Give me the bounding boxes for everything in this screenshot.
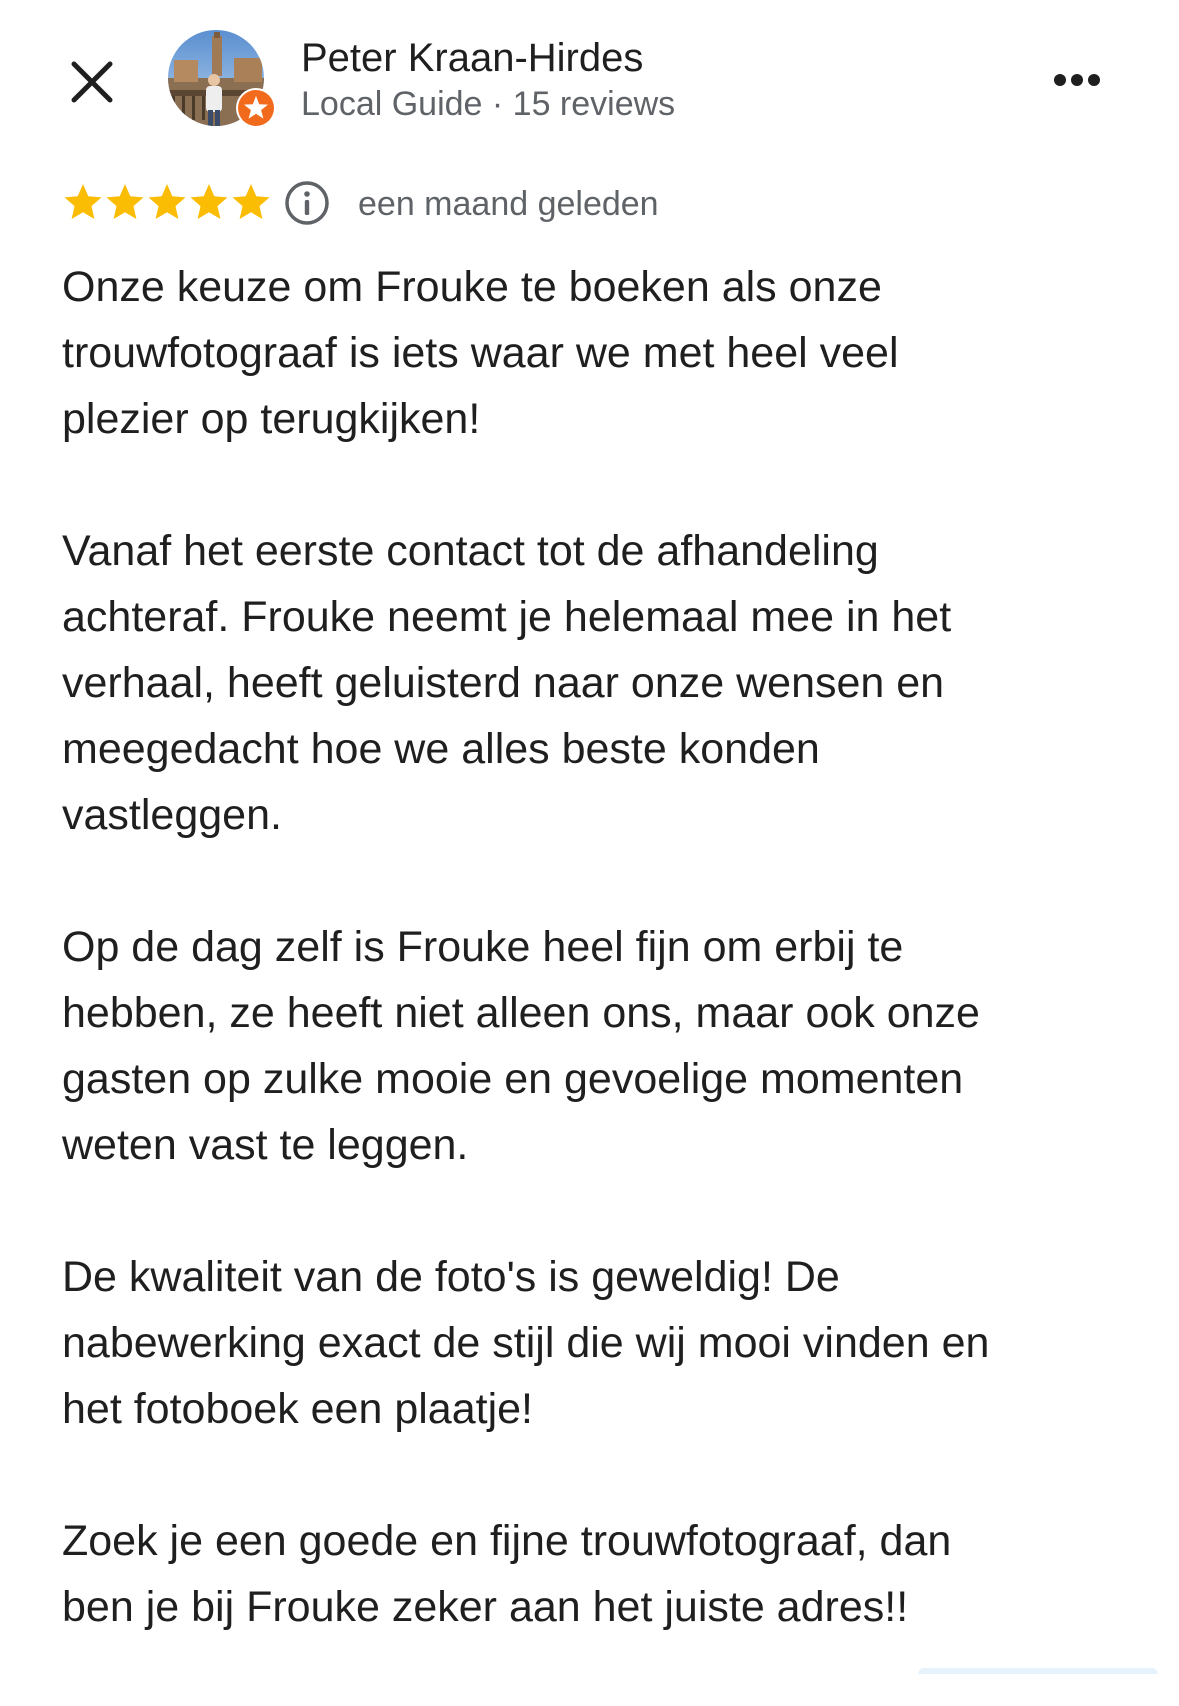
- review-date: een maand geleden: [358, 185, 659, 223]
- review-line: weten vast te leggen.: [62, 1121, 469, 1169]
- review-line: De kwaliteit van de foto's is geweldig! De: [62, 1253, 840, 1301]
- reviewer-meta[interactable]: Local Guide · 15 reviews: [301, 85, 676, 123]
- close-button[interactable]: [62, 52, 122, 112]
- star-rating: [62, 181, 272, 225]
- review-line: Op de dag zelf is Frouke heel fijn om erbij te: [62, 923, 904, 971]
- review-line: trouwfotograaf is iets waar we met heel veel: [62, 329, 899, 377]
- review-line: gasten op zulke mooie en gevoelige momenten: [62, 1055, 964, 1103]
- review-header: [0, 0, 1179, 160]
- review-line: ben je bij Frouke zeker aan het juiste adres!!: [62, 1583, 909, 1631]
- close-icon: [62, 52, 122, 112]
- review-line: het fotoboek een plaatje!: [62, 1385, 533, 1433]
- review-paragraph: [62, 1244, 1142, 1442]
- review-line: achteraf. Frouke neemt je helemaal mee in het: [62, 593, 952, 641]
- review-paragraph: [62, 1508, 1142, 1640]
- review-line: Onze keuze om Frouke te boeken als onze: [62, 263, 882, 311]
- review-line: meegedacht hoe we alles beste konden: [62, 725, 820, 773]
- bottom-edge-hint: [918, 1668, 1158, 1674]
- review-line: hebben, ze heeft niet alleen ons, maar ook onze: [62, 989, 980, 1037]
- star-icon: [146, 181, 188, 223]
- info-icon: [282, 178, 332, 228]
- review-line: Vanaf het eerste contact tot de afhandeling: [62, 527, 879, 575]
- review-line: verhaal, heeft geluisterd naar onze wensen en: [62, 659, 945, 707]
- star-icon: [62, 181, 104, 223]
- reviewer-avatar-group[interactable]: [168, 30, 278, 130]
- review-text: [62, 254, 1142, 1706]
- star-icon: [188, 181, 230, 223]
- more-options-button[interactable]: [1050, 60, 1110, 100]
- review-line: plezier op terugkijken!: [62, 395, 481, 443]
- more-horizontal-icon: [1050, 60, 1110, 100]
- review-line: nabewerking exact de stijl die wij mooi vinden en: [62, 1319, 990, 1367]
- reviewer-name[interactable]: Peter Kraan-Hirdes: [301, 36, 644, 80]
- review-paragraph: [62, 254, 1142, 452]
- local-guide-star-icon: [236, 88, 276, 128]
- review-line: Zoek je een goede en fijne trouwfotograaf, dan: [62, 1517, 952, 1565]
- review-paragraph: [62, 914, 1142, 1178]
- review-paragraph: [62, 518, 1142, 848]
- star-icon: [230, 181, 272, 223]
- info-button[interactable]: [282, 178, 332, 228]
- review-line: vastleggen.: [62, 791, 282, 839]
- star-icon: [104, 181, 146, 223]
- local-guide-badge: [236, 88, 276, 128]
- rating-row: [62, 178, 1122, 228]
